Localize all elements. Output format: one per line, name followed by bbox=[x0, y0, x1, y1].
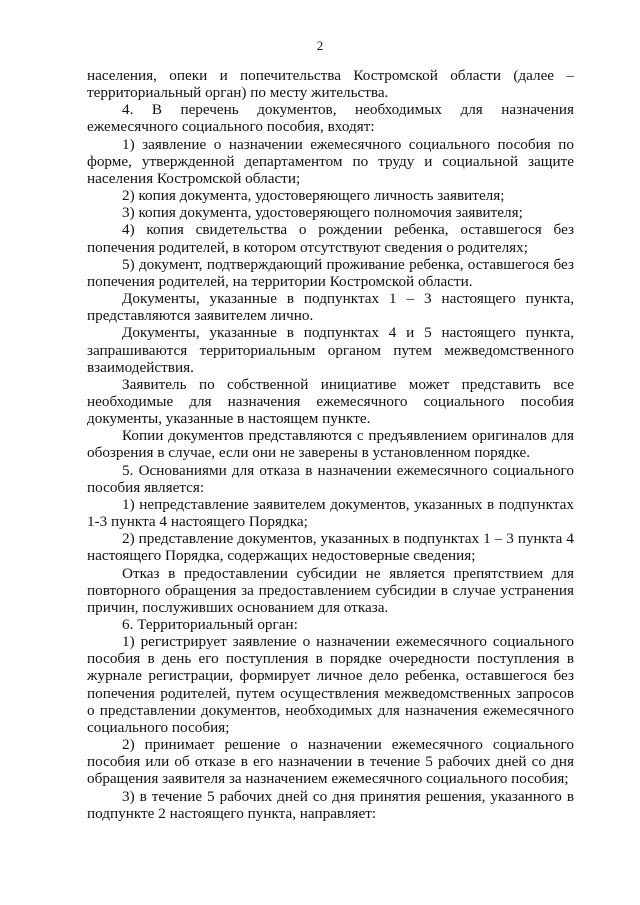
paragraph-item-4: 4. В перечень документов, необходимых для назначения ежемесячного социального пособия, входят: bbox=[87, 101, 574, 136]
paragraph-subitem-5: 5) документ, подтверждающий проживание ребенка, оставшегося без попечения родителей, на территории Костромской области. bbox=[87, 255, 574, 290]
paragraph-duty-1: 1) регистрирует заявление о назначении ежемесячного социального пособия в день его поступления в порядке очередности поступления в журнале регистрации, формирует личное дело ребенка, оставшегося без попечения родителей, путем осуществления межведомственных запросов о представлении документов, необходимых для назначения ежемесячного социального пособия; bbox=[87, 633, 574, 736]
paragraph-continuation: населения, опеки и попечительства Костромской области (далее – территориальный орган) по месту жительства. bbox=[87, 67, 574, 102]
paragraph-refusal-2: 2) представление документов, указанных в подпунктах 1 – 3 пункта 4 настоящего Порядка, содержащих недостоверные сведения; bbox=[87, 530, 574, 565]
paragraph-subitem-1: 1) заявление о назначении ежемесячного социального пособия по форме, утвержденной департаментом по труду и социальной защите населения Костромской области; bbox=[87, 135, 574, 187]
paragraph-duty-2: 2) принимает решение о назначении ежемесячного социального пособия или об отказе в его назначении в течение 5 рабочих дней со дня обращения заявителя за назначением ежемесячного социального пособия; bbox=[87, 736, 574, 788]
paragraph-refusal-note: Отказ в предоставлении субсидии не является препятствием для повторного обращения за предоставлением субсидии в случае устранения причин, послуживших основанием для отказа. bbox=[87, 564, 574, 616]
page-number: 2 bbox=[316, 38, 324, 53]
paragraph-item-5: 5. Основаниями для отказа в назначении ежемесячного социального пособия является: bbox=[87, 461, 574, 496]
paragraph-note-initiative: Заявитель по собственной инициативе может представить все необходимые для назначения ежемесячного социального пособия документы, указанные в настоящем пункте. bbox=[87, 375, 574, 428]
paragraph-subitem-4: 4) копия свидетельства о рождении ребенка, оставшегося без попечения родителей, в котором отсутствуют сведения о родителях; bbox=[87, 221, 574, 256]
paragraph-item-6: 6. Территориальный орган: bbox=[122, 616, 298, 633]
document-body bbox=[87, 67, 574, 822]
paragraph-note-interagency: Документы, указанные в подпунктах 4 и 5 настоящего пункта, запрашиваются территориальным органом путем межведомственного взаимодействия. bbox=[87, 324, 574, 376]
paragraph-subitem-3: 3) копия документа, удостоверяющего полномочия заявителя; bbox=[122, 204, 523, 222]
paragraph-note-personal: Документы, указанные в подпунктах 1 – 3 настоящего пункта, представляются заявителем лично. bbox=[87, 290, 574, 325]
paragraph-refusal-1: 1) непредставление заявителем документов, указанных в подпунктах 1-3 пункта 4 настоящего Порядка; bbox=[87, 495, 574, 531]
paragraph-subitem-2: 2) копия документа, удостоверяющего личность заявителя; bbox=[122, 187, 505, 205]
paragraph-note-copies: Копии документов представляются с предъявлением оригиналов для обозрения в случае, если они не заверены в установленном порядке. bbox=[87, 427, 574, 462]
paragraph-duty-3: 3) в течение 5 рабочих дней со дня принятия решения, указанного в подпункте 2 настоящего пункта, направляет: bbox=[87, 787, 574, 822]
